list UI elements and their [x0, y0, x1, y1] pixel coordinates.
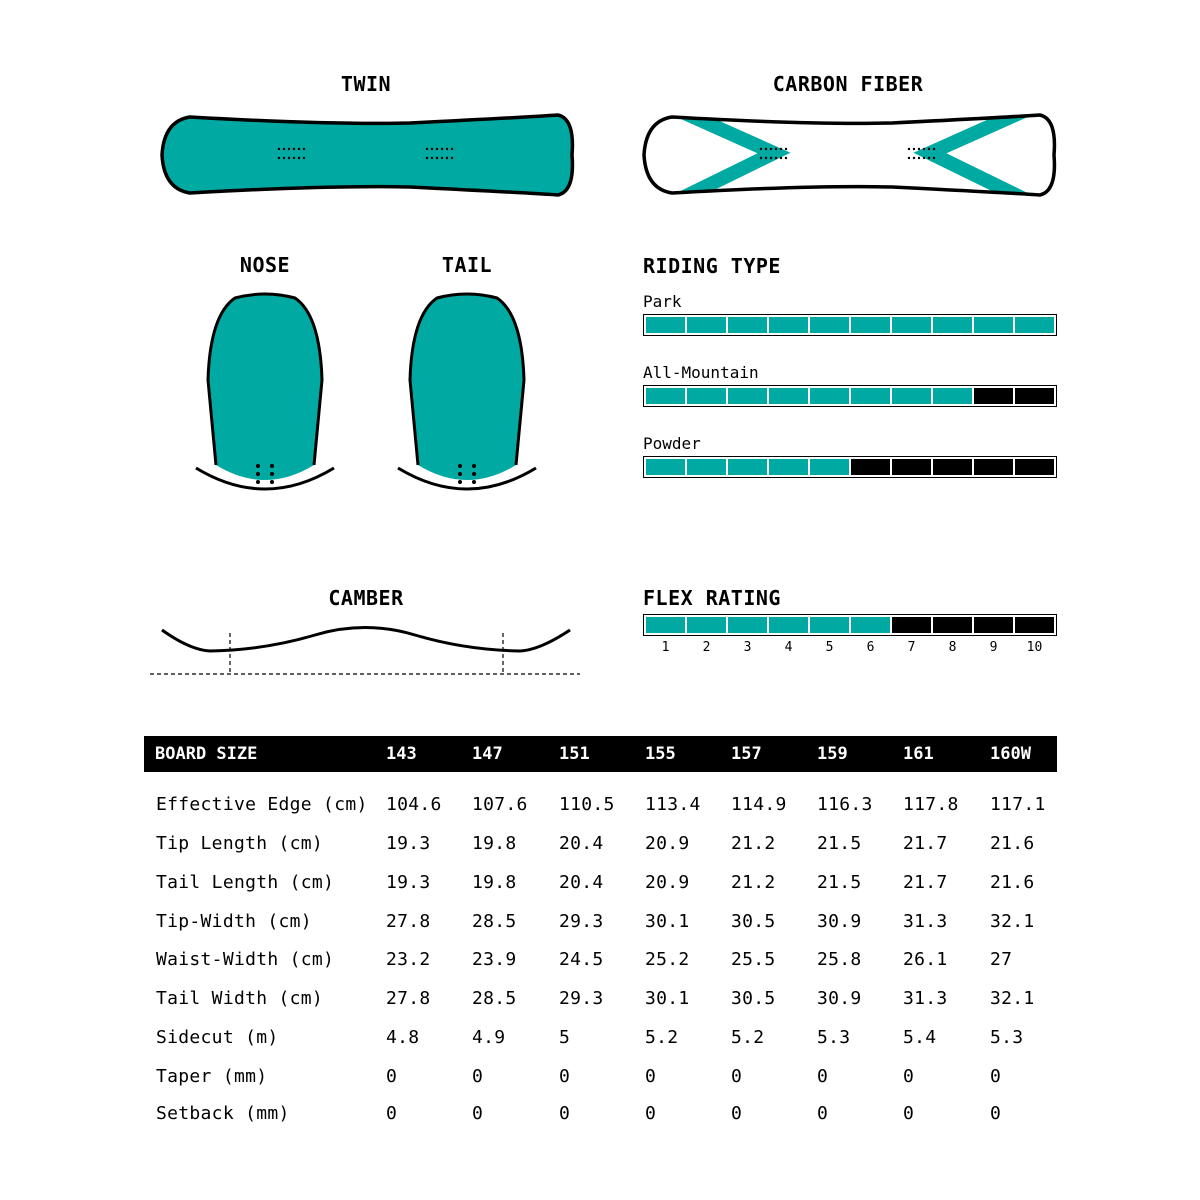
spec-cell: 5.3 [990, 1027, 1024, 1048]
spec-cell: 116.3 [817, 794, 873, 815]
board-size-column-header: 157 [731, 744, 762, 764]
spec-cell: 28.5 [472, 911, 517, 932]
spec-cell: 0 [559, 1066, 571, 1087]
spec-cell: 0 [903, 1103, 915, 1124]
spec-cell: 4.8 [386, 1027, 420, 1048]
spec-cell: 26.1 [903, 949, 948, 970]
board-size-column-header: 159 [817, 744, 848, 764]
spec-cell: 27.8 [386, 911, 431, 932]
board-size-column-header: 160W [990, 744, 1031, 764]
spec-cell: 30.9 [817, 911, 862, 932]
riding-type-powder-bar [643, 456, 1057, 478]
spec-cell: 0 [817, 1103, 829, 1124]
rating-segment-filled [769, 459, 808, 475]
spec-cell: 19.3 [386, 833, 431, 854]
rating-segment-filled [892, 388, 931, 404]
spec-cell: 21.5 [817, 833, 862, 854]
twin-board-icon [150, 105, 590, 205]
spec-cell: 30.1 [645, 988, 690, 1009]
spec-cell: 31.3 [903, 911, 948, 932]
rating-segment-filled [810, 459, 849, 475]
spec-cell: 23.2 [386, 949, 431, 970]
spec-cell: 30.1 [645, 911, 690, 932]
spec-cell: 0 [386, 1066, 398, 1087]
board-size-column-header: 143 [386, 744, 417, 764]
spec-cell: 4.9 [472, 1027, 506, 1048]
spec-cell: 25.2 [645, 949, 690, 970]
spec-row-label: Tail Length (cm) [156, 872, 335, 893]
rating-segment-empty [1015, 617, 1054, 633]
rating-segment-empty [933, 617, 972, 633]
spec-cell: 20.4 [559, 833, 604, 854]
rating-segment-filled [974, 317, 1013, 333]
spec-cell: 25.8 [817, 949, 862, 970]
spec-cell: 20.4 [559, 872, 604, 893]
rating-segment-empty [892, 617, 931, 633]
spec-cell: 110.5 [559, 794, 615, 815]
spec-cell: 32.1 [990, 911, 1035, 932]
spec-cell: 21.5 [817, 872, 862, 893]
spec-cell: 21.6 [990, 872, 1035, 893]
rating-segment-empty [974, 388, 1013, 404]
spec-cell: 0 [472, 1066, 484, 1087]
riding-type-park-bar [643, 314, 1057, 336]
spec-cell: 29.3 [559, 988, 604, 1009]
spec-cell: 0 [903, 1066, 915, 1087]
spec-cell: 117.8 [903, 794, 959, 815]
riding-type-park-label: Park [643, 292, 682, 311]
spec-cell: 24.5 [559, 949, 604, 970]
rating-segment-filled [728, 317, 767, 333]
spec-cell: 0 [731, 1066, 743, 1087]
table-row [0, 794, 1200, 824]
spec-cell: 21.2 [731, 833, 776, 854]
spec-cell: 5.2 [645, 1027, 679, 1048]
rating-segment-filled [851, 388, 890, 404]
spec-cell: 117.1 [990, 794, 1046, 815]
spec-cell: 0 [472, 1103, 484, 1124]
spec-cell: 28.5 [472, 988, 517, 1009]
spec-cell: 20.9 [645, 833, 690, 854]
spec-cell: 5.3 [817, 1027, 851, 1048]
rating-segment-filled [933, 388, 972, 404]
flex-scale-number: 1 [661, 640, 670, 655]
riding-type-all-mountain-label: All-Mountain [643, 363, 759, 382]
board-size-column-header: 151 [559, 744, 590, 764]
spec-cell: 0 [731, 1103, 743, 1124]
spec-cell: 29.3 [559, 911, 604, 932]
table-row [0, 988, 1200, 1018]
spec-cell: 20.9 [645, 872, 690, 893]
flex-scale-number: 5 [825, 640, 834, 655]
flex-scale-number: 4 [784, 640, 793, 655]
rating-segment-filled [810, 617, 849, 633]
rating-segment-empty [1015, 459, 1054, 475]
rating-segment-filled [687, 617, 726, 633]
spec-row-label: Taper (mm) [156, 1066, 268, 1087]
spec-cell: 31.3 [903, 988, 948, 1009]
spec-cell: 5.2 [731, 1027, 765, 1048]
rating-segment-filled [810, 388, 849, 404]
spec-cell: 0 [645, 1103, 657, 1124]
rating-segment-empty [892, 459, 931, 475]
spec-cell: 0 [990, 1103, 1002, 1124]
table-row [0, 833, 1200, 863]
flex-scale-number: 6 [866, 640, 875, 655]
rating-segment-filled [933, 317, 972, 333]
spec-cell: 0 [386, 1103, 398, 1124]
flex-scale-number: 2 [702, 640, 711, 655]
spec-cell: 19.8 [472, 872, 517, 893]
table-row [0, 911, 1200, 941]
rating-segment-filled [646, 617, 685, 633]
spec-row-label: Effective Edge (cm) [156, 794, 368, 815]
rating-segment-filled [646, 388, 685, 404]
rating-segment-empty [974, 459, 1013, 475]
spec-row-label: Sidecut (m) [156, 1027, 279, 1048]
spec-cell: 0 [817, 1066, 829, 1087]
spec-cell: 23.9 [472, 949, 517, 970]
rating-segment-empty [1015, 388, 1054, 404]
board-size-column-header: 147 [472, 744, 503, 764]
tail-heading: TAIL [441, 253, 493, 277]
rating-segment-empty [974, 617, 1013, 633]
rating-segment-filled [646, 459, 685, 475]
spec-cell: 30.5 [731, 988, 776, 1009]
flex-rating-scale [643, 640, 1057, 655]
rating-segment-filled [769, 617, 808, 633]
flex-scale-number: 8 [948, 640, 957, 655]
flex-scale-number: 7 [907, 640, 916, 655]
spec-cell: 104.6 [386, 794, 442, 815]
board-size-column-header: 161 [903, 744, 934, 764]
camber-heading: CAMBER [328, 586, 404, 610]
carbon-fiber-board-icon [632, 105, 1072, 205]
riding-type-heading: RIDING TYPE [643, 254, 781, 278]
table-row [0, 872, 1200, 902]
twin-heading: TWIN [340, 72, 392, 96]
rating-segment-filled [728, 617, 767, 633]
flex-scale-number: 9 [989, 640, 998, 655]
rating-segment-filled [892, 317, 931, 333]
spec-row-label: Waist-Width (cm) [156, 949, 335, 970]
spec-cell: 5 [559, 1027, 571, 1048]
rating-segment-filled [851, 317, 890, 333]
rating-segment-filled [769, 388, 808, 404]
spec-cell: 25.5 [731, 949, 776, 970]
spec-cell: 113.4 [645, 794, 701, 815]
spec-cell: 0 [559, 1103, 571, 1124]
spec-cell: 107.6 [472, 794, 528, 815]
rating-segment-empty [933, 459, 972, 475]
flex-scale-number: 3 [743, 640, 752, 655]
rating-segment-filled [810, 317, 849, 333]
spec-cell: 30.9 [817, 988, 862, 1009]
spec-row-label: Tip Length (cm) [156, 833, 324, 854]
carbon-fiber-heading: CARBON FIBER [772, 72, 924, 96]
rating-segment-filled [851, 617, 890, 633]
riding-type-powder-label: Powder [643, 434, 701, 453]
rating-segment-filled [687, 388, 726, 404]
spec-cell: 0 [645, 1066, 657, 1087]
flex-scale-number: 10 [1026, 640, 1043, 655]
spec-cell: 19.3 [386, 872, 431, 893]
camber-profile-icon [145, 615, 585, 685]
spec-cell: 21.6 [990, 833, 1035, 854]
spec-cell: 21.2 [731, 872, 776, 893]
rating-segment-empty [851, 459, 890, 475]
spec-row-label: Tail Width (cm) [156, 988, 324, 1009]
spec-cell: 27.8 [386, 988, 431, 1009]
nose-heading: NOSE [239, 253, 291, 277]
rating-segment-filled [687, 317, 726, 333]
rating-segment-filled [728, 459, 767, 475]
spec-row-label: Setback (mm) [156, 1103, 290, 1124]
table-row [0, 1027, 1200, 1057]
rating-segment-filled [728, 388, 767, 404]
spec-cell: 21.7 [903, 833, 948, 854]
spec-cell: 19.8 [472, 833, 517, 854]
flex-rating-bar [643, 614, 1057, 636]
spec-cell: 30.5 [731, 911, 776, 932]
table-row [0, 1066, 1200, 1096]
rating-segment-filled [646, 317, 685, 333]
riding-type-all-mountain-bar [643, 385, 1057, 407]
spec-cell: 32.1 [990, 988, 1035, 1009]
spec-cell: 21.7 [903, 872, 948, 893]
rating-segment-filled [687, 459, 726, 475]
spec-table-header [144, 736, 1057, 772]
rating-segment-filled [769, 317, 808, 333]
rating-segment-filled [1015, 317, 1054, 333]
nose-shape-icon [190, 290, 340, 495]
spec-cell: 114.9 [731, 794, 787, 815]
spec-row-label: Tip-Width (cm) [156, 911, 312, 932]
flex-rating-heading: FLEX RATING [643, 586, 781, 610]
table-row [0, 1103, 1200, 1133]
spec-cell: 0 [990, 1066, 1002, 1087]
board-size-column-header: 155 [645, 744, 676, 764]
board-size-header-label: BOARD SIZE [155, 744, 258, 764]
spec-cell: 27 [990, 949, 1013, 970]
spec-cell: 5.4 [903, 1027, 937, 1048]
tail-shape-icon [392, 290, 542, 495]
table-row [0, 949, 1200, 979]
